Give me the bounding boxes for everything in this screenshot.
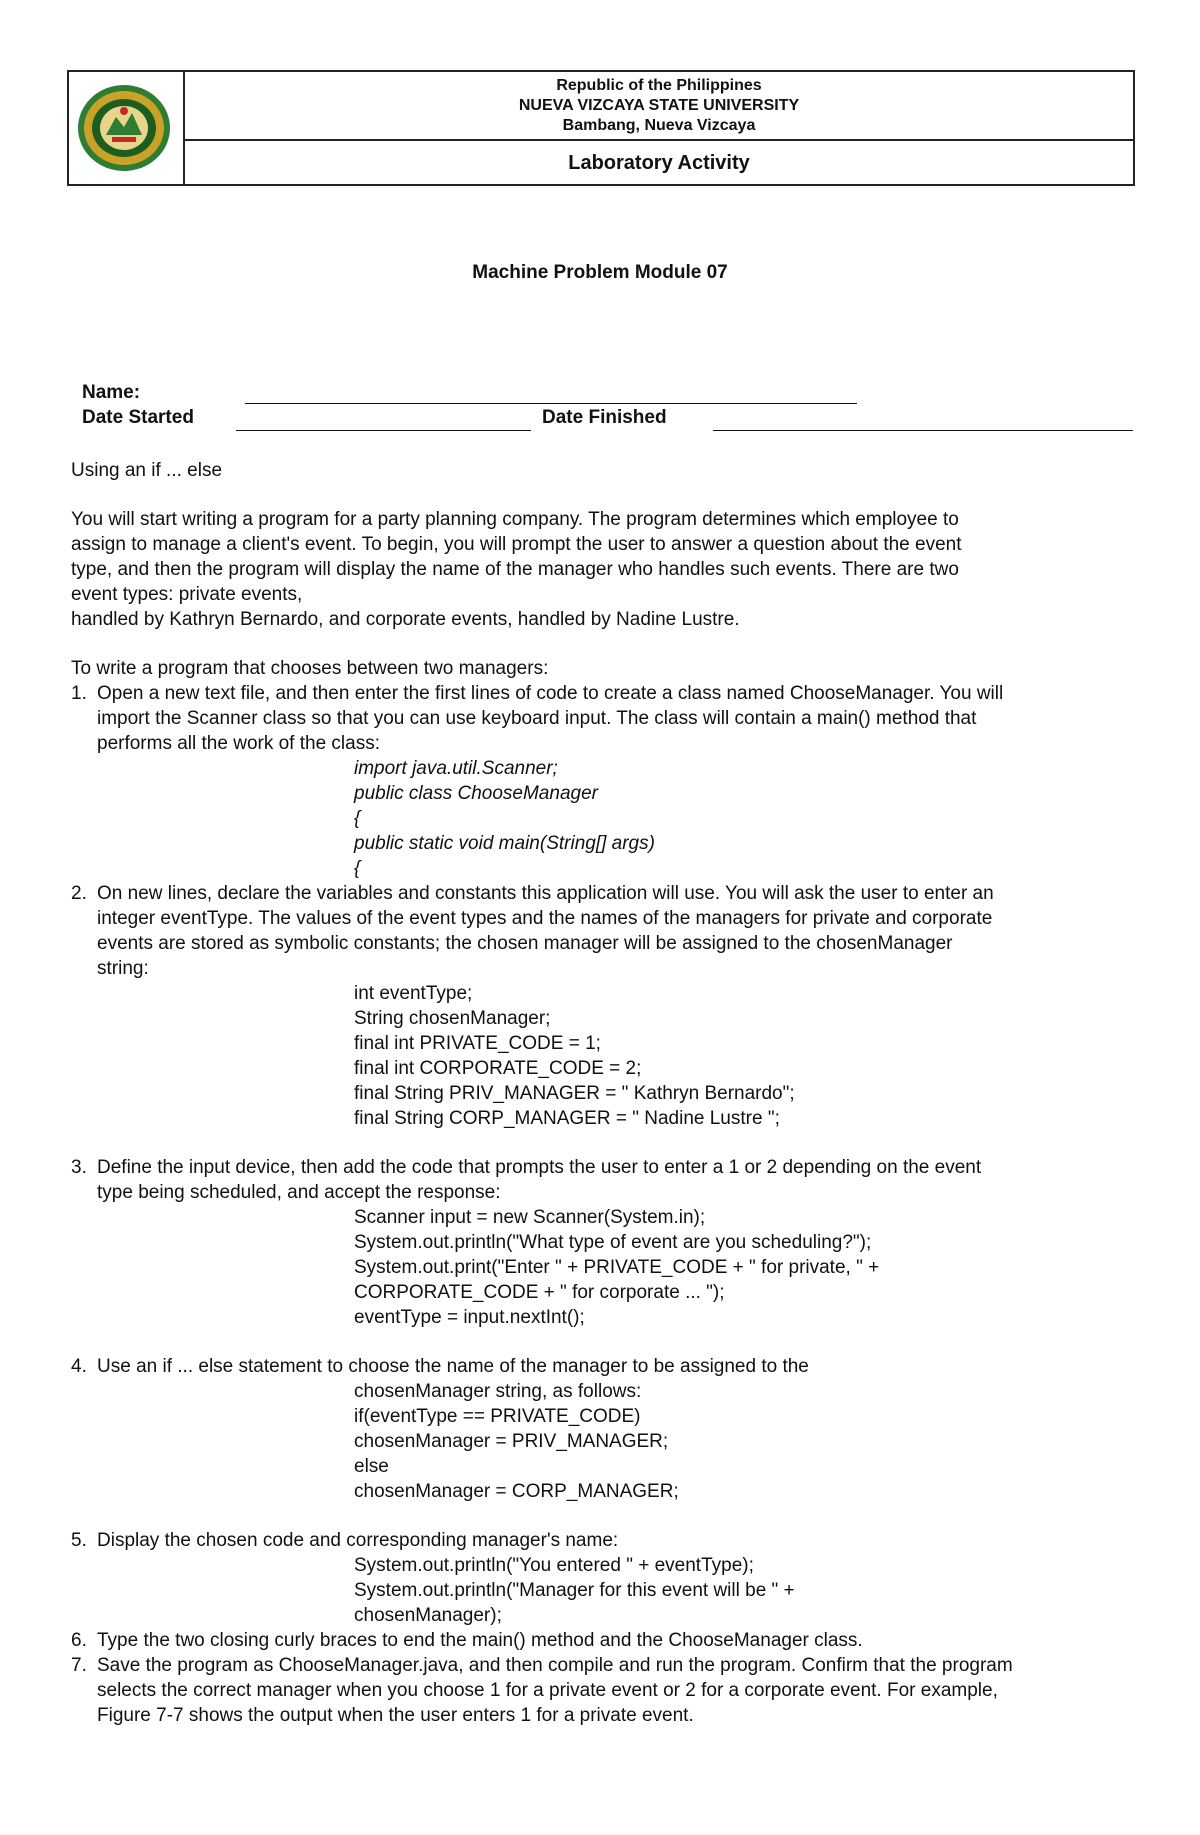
code-line: { bbox=[354, 808, 361, 829]
intro-paragraph bbox=[71, 507, 1141, 632]
step-line: On new lines, declare the variables and constants this application will use. You will ask the user to enter an bbox=[97, 883, 994, 904]
republic-line: Republic of the Philippines bbox=[556, 77, 762, 94]
step-1 bbox=[71, 681, 1141, 756]
step-number: 7. bbox=[71, 1655, 87, 1676]
code-line: String chosenManager; bbox=[354, 1008, 551, 1029]
date-started-field[interactable] bbox=[236, 430, 531, 431]
step-4 bbox=[71, 1354, 1141, 1379]
step-7 bbox=[71, 1653, 1141, 1728]
step-line: performs all the work of the class: bbox=[97, 733, 380, 754]
step-line: Use an if ... else statement to choose the name of the manager to be assigned to the bbox=[97, 1356, 809, 1377]
code-line: else bbox=[354, 1456, 389, 1477]
step-2 bbox=[71, 881, 1141, 981]
code-line: { bbox=[354, 858, 361, 879]
name-label: Name: bbox=[82, 382, 141, 403]
code-line: chosenManager = PRIV_MANAGER; bbox=[354, 1431, 669, 1452]
code-line: System.out.println("What type of event are you scheduling?"); bbox=[354, 1232, 872, 1253]
step-line: integer eventType. The values of the event types and the names of the managers for private and corporate bbox=[97, 908, 993, 929]
code-line: CORPORATE_CODE + " for corporate ... "); bbox=[354, 1282, 725, 1303]
intro-line: assign to manage a client's event. To begin, you will prompt the user to answer a question about the event bbox=[71, 534, 962, 555]
document-header bbox=[67, 70, 1135, 186]
page-title: Machine Problem Module 07 bbox=[472, 262, 728, 283]
step-line: Open a new text file, and then enter the first lines of code to create a class named ChooseManager. You will bbox=[97, 683, 1004, 704]
step-line: import the Scanner class so that you can use keyboard input. The class will contain a main() method that bbox=[97, 708, 977, 729]
step-line: Figure 7-7 shows the output when the user enters 1 for a private event. bbox=[97, 1705, 694, 1726]
code-line: final String PRIV_MANAGER = " Kathryn Bernardo"; bbox=[354, 1083, 795, 1104]
step-number: 2. bbox=[71, 883, 87, 904]
code-line: final int CORPORATE_CODE = 2; bbox=[354, 1058, 642, 1079]
code-line: final int PRIVATE_CODE = 1; bbox=[354, 1033, 601, 1054]
intro-line: handled by Kathryn Bernardo, and corporate events, handled by Nadine Lustre. bbox=[71, 609, 740, 630]
code-line: if(eventType == PRIVATE_CODE) bbox=[354, 1406, 641, 1427]
step-line: Type the two closing curly braces to end the main() method and the ChooseManager class. bbox=[97, 1630, 863, 1651]
code-line: final String CORP_MANAGER = " Nadine Lustre "; bbox=[354, 1108, 780, 1129]
step-5 bbox=[71, 1528, 1141, 1553]
code-line: int eventType; bbox=[354, 983, 473, 1004]
section-heading: Using an if ... else bbox=[71, 460, 223, 481]
code-line: System.out.println("Manager for this event will be " + bbox=[354, 1580, 795, 1601]
step-number: 6. bbox=[71, 1630, 87, 1651]
step-line: Save the program as ChooseManager.java, and then compile and run the program. Confirm that the program bbox=[97, 1655, 1013, 1676]
intro-line: event types: private events, bbox=[71, 584, 303, 605]
code-line: public static void main(String[] args) bbox=[354, 833, 655, 854]
step-number: 1. bbox=[71, 683, 87, 704]
code-line: chosenManager string, as follows: bbox=[354, 1381, 642, 1402]
logo-cell bbox=[69, 72, 185, 184]
campus-location: Bambang, Nueva Vizcaya bbox=[562, 117, 756, 134]
intro-lead: To write a program that chooses between two managers: bbox=[71, 658, 549, 679]
name-field[interactable] bbox=[245, 403, 857, 404]
code-line: chosenManager = CORP_MANAGER; bbox=[354, 1481, 679, 1502]
step-number: 4. bbox=[71, 1356, 87, 1377]
header-title: Laboratory Activity bbox=[568, 152, 750, 174]
code-line: eventType = input.nextInt(); bbox=[354, 1307, 585, 1328]
step-line: string: bbox=[97, 958, 149, 979]
step-line: Define the input device, then add the code that prompts the user to enter a 1 or 2 depending on the event bbox=[97, 1157, 982, 1178]
code-line: System.out.println("You entered " + eventType); bbox=[354, 1555, 754, 1576]
step-3 bbox=[71, 1155, 1141, 1205]
document-body bbox=[71, 458, 1141, 1728]
step-line: selects the correct manager when you choose 1 for a private event or 2 for a corporate event. For example, bbox=[97, 1680, 998, 1701]
code-line: Scanner input = new Scanner(System.in); bbox=[354, 1207, 706, 1228]
step-number: 5. bbox=[71, 1530, 87, 1551]
university-name: NUEVA VIZCAYA STATE UNIVERSITY bbox=[518, 97, 800, 114]
date-started-label: Date Started bbox=[82, 407, 194, 428]
code-line: import java.util.Scanner; bbox=[354, 758, 558, 779]
header-institution bbox=[185, 72, 1133, 141]
step-line: Display the chosen code and corresponding manager's name: bbox=[97, 1530, 619, 1551]
step-number: 3. bbox=[71, 1157, 87, 1178]
step-line: events are stored as symbolic constants; the chosen manager will be assigned to the chosenManager bbox=[97, 933, 953, 954]
code-line: public class ChooseManager bbox=[354, 783, 598, 804]
step-line: type being scheduled, and accept the response: bbox=[97, 1182, 501, 1203]
intro-line: type, and then the program will display the name of the manager who handles such events. There are two bbox=[71, 559, 959, 580]
date-finished-label: Date Finished bbox=[542, 407, 667, 428]
step-6 bbox=[71, 1628, 1141, 1653]
intro-line: You will start writing a program for a party planning company. The program determines which employee to bbox=[71, 509, 959, 530]
date-finished-field[interactable] bbox=[713, 430, 1133, 431]
code-line: chosenManager); bbox=[354, 1605, 502, 1626]
university-seal-icon bbox=[76, 83, 172, 173]
code-line: System.out.print("Enter " + PRIVATE_CODE + " for private, " + bbox=[354, 1257, 880, 1278]
